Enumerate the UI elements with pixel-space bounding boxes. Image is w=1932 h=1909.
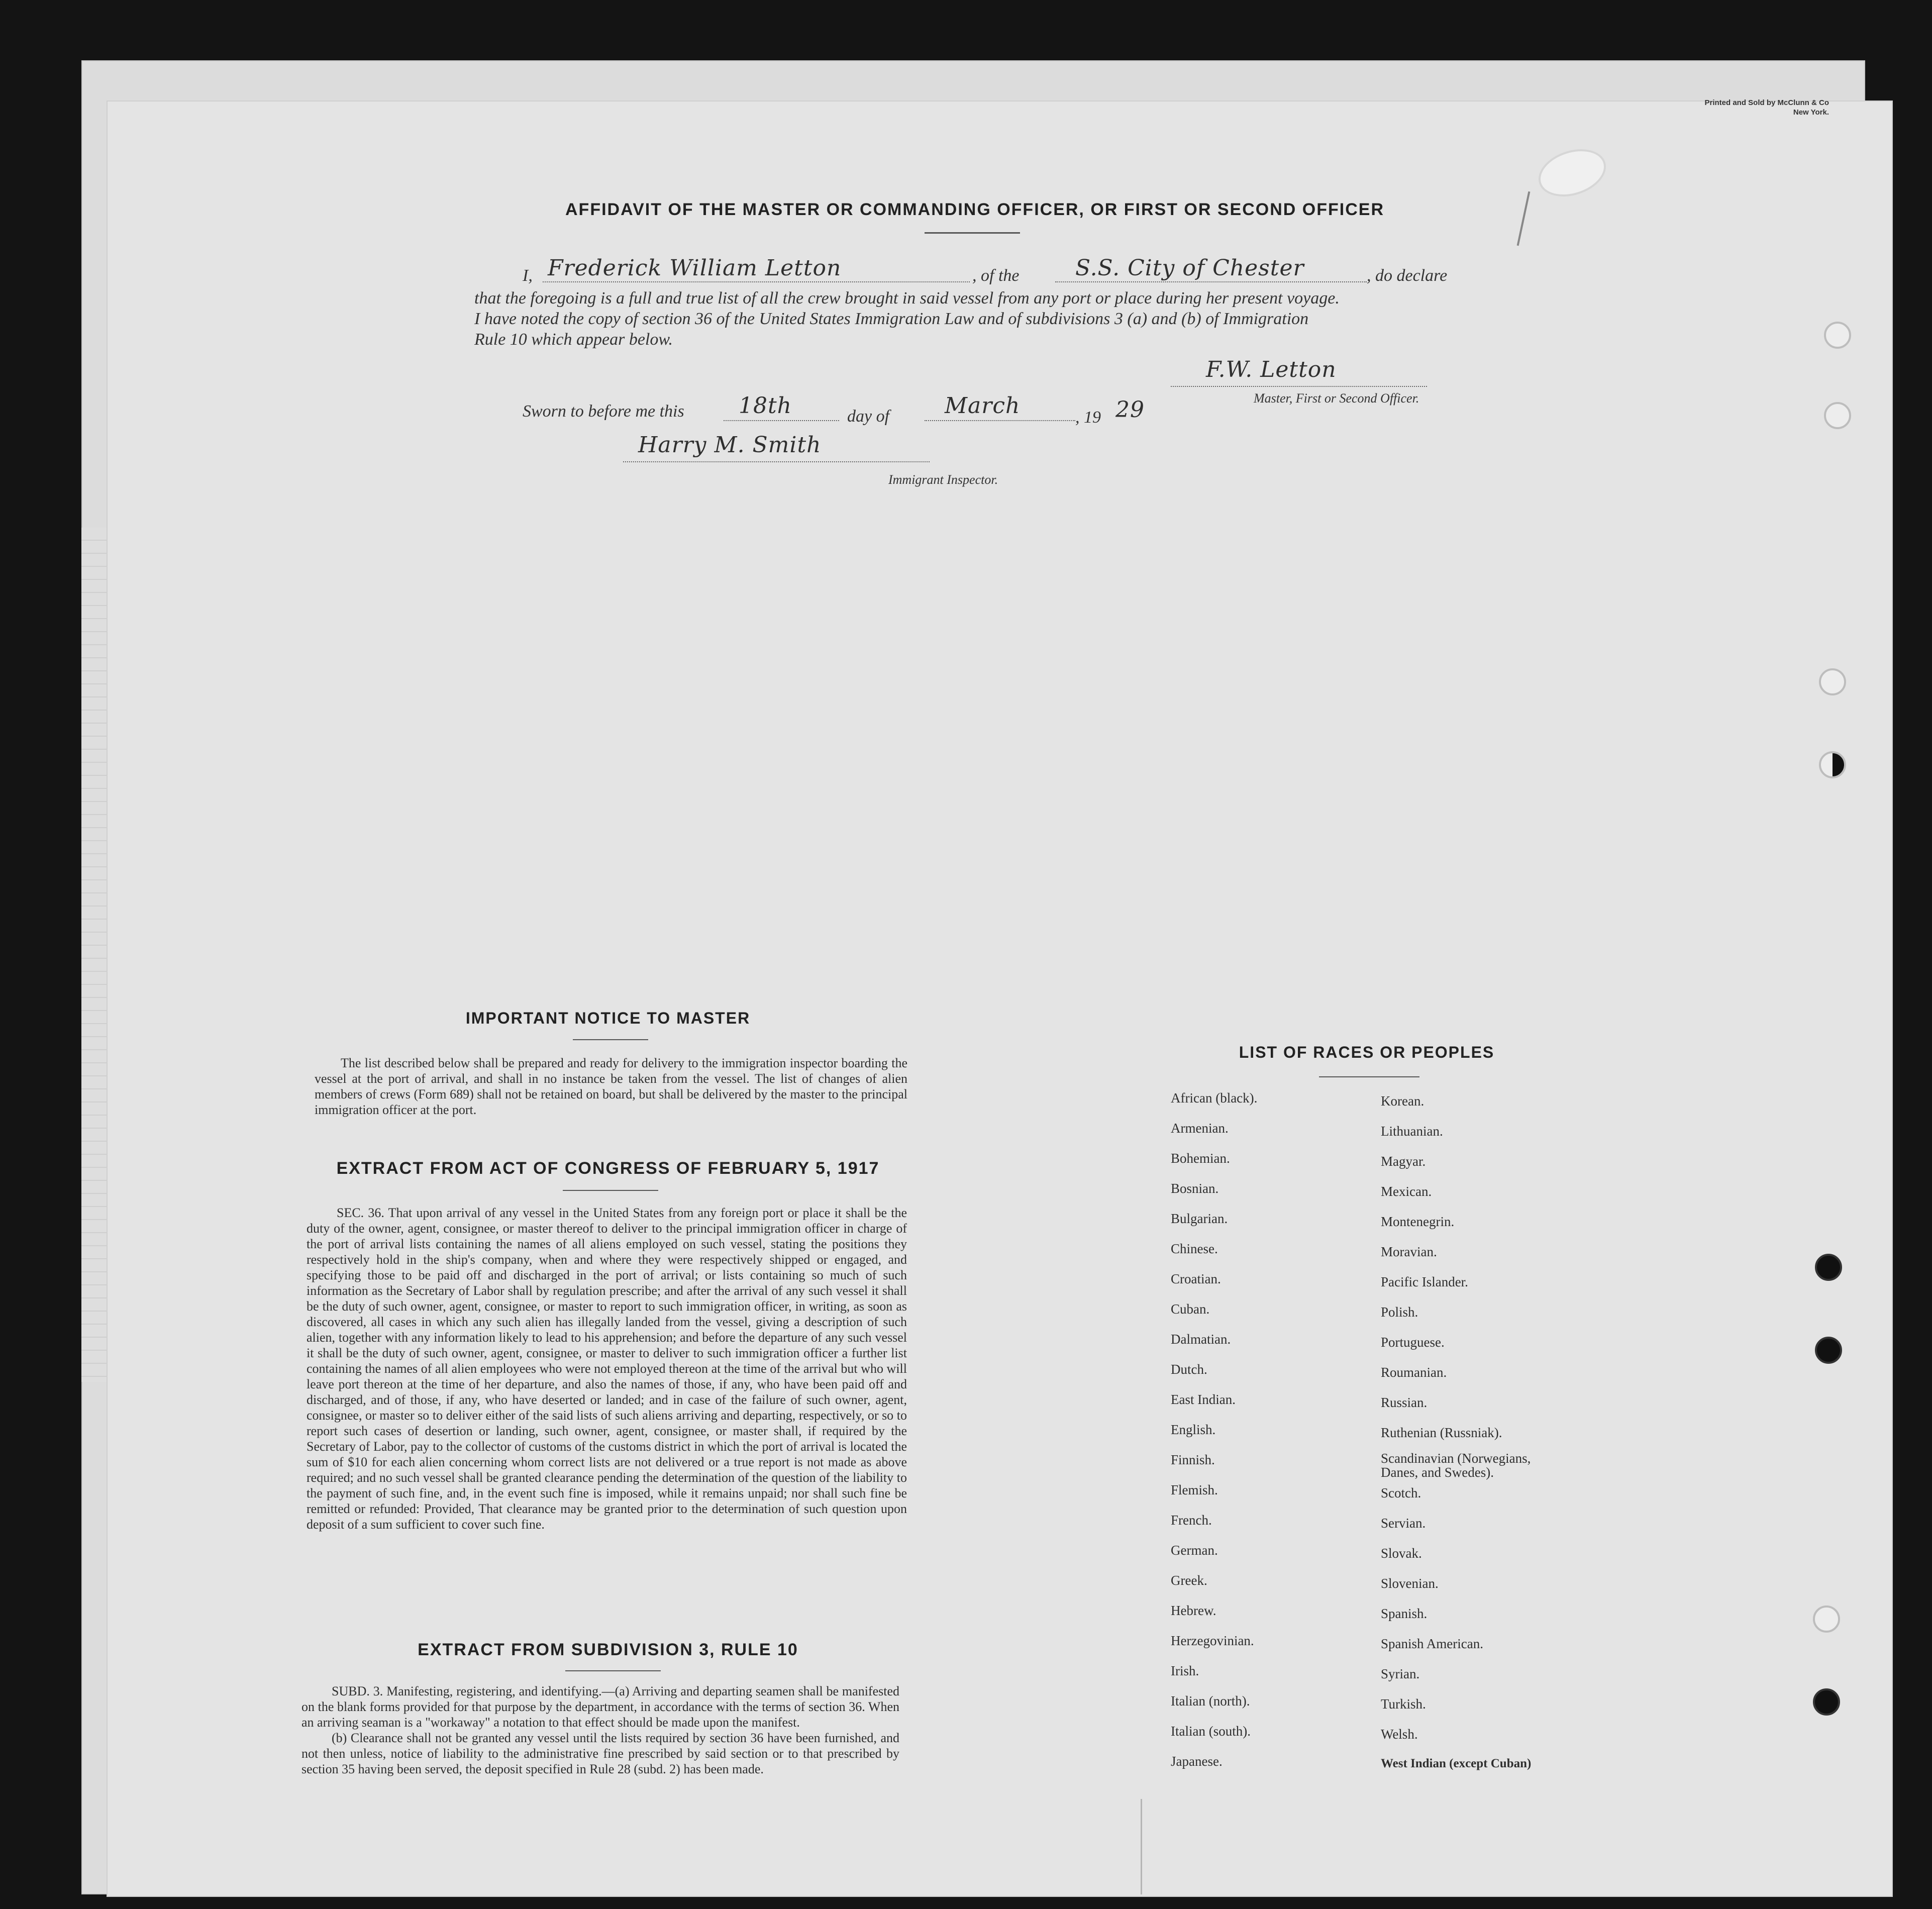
races-title-rule	[1319, 1076, 1419, 1077]
race-item: Polish.	[1381, 1304, 1418, 1320]
race-item: Spanish.	[1381, 1606, 1428, 1621]
binder-hole	[1813, 1688, 1840, 1716]
race-item: Russian.	[1381, 1395, 1428, 1410]
race-item: Greek.	[1171, 1573, 1207, 1588]
race-item: African (black).	[1171, 1090, 1258, 1106]
affidavit-i: I,	[523, 266, 533, 285]
binder-hole	[1813, 1605, 1840, 1633]
race-item: Croatian.	[1171, 1271, 1221, 1286]
rule-extract-para-a: SUBD. 3. Manifesting, registering, and identifying.—(a) Arriving and departing seamen shall be manifested on the blank forms provided for that purpose by the department, in accordance with the terms of section 36. When an arriving seaman is a "workaway" a notation to that effect should be made upon the manifest.	[301, 1684, 899, 1730]
affidavit-line-3: I have noted the copy of section 36 of the United States Immigration Law and of subdivisions 3 (a) and (b) of Immigration	[474, 310, 1309, 328]
race-item: Chinese.	[1171, 1241, 1218, 1256]
race-item: Mexican.	[1381, 1184, 1432, 1199]
master-signature: F.W. Letton	[1206, 357, 1337, 382]
race-item: Dutch.	[1171, 1362, 1207, 1377]
sworn-month-line	[925, 420, 1075, 421]
race-item: Scotch.	[1381, 1485, 1421, 1500]
race-item: Ruthenian (Russniak).	[1381, 1425, 1502, 1440]
race-item: Flemish.	[1171, 1482, 1218, 1497]
signature-line	[1171, 386, 1427, 387]
printer-line-1: Printed and Sold by McClunn & Co	[1704, 98, 1829, 107]
race-item: German.	[1171, 1543, 1218, 1558]
sworn-day-of: day of	[847, 407, 890, 426]
race-item: East Indian.	[1171, 1392, 1236, 1407]
document-page	[107, 101, 1893, 1897]
paper-fold	[1141, 1799, 1142, 1894]
binder-hole	[1824, 322, 1851, 349]
race-item: Italian (north).	[1171, 1693, 1250, 1709]
sworn-text: Sworn to before me this	[523, 402, 684, 421]
binder-hole	[1819, 668, 1846, 695]
inspector-signature: Harry M. Smith	[638, 432, 822, 458]
ruled-sheet-edge	[81, 528, 107, 1382]
race-item: Portuguese.	[1381, 1335, 1445, 1350]
race-item: Lithuanian.	[1381, 1124, 1443, 1139]
race-item: Korean.	[1381, 1093, 1425, 1109]
race-item: Hebrew.	[1171, 1603, 1216, 1618]
affidavit-of-the: , of the	[972, 266, 1020, 285]
race-item: Finnish.	[1171, 1452, 1215, 1467]
sworn-day: 18th	[739, 393, 792, 419]
binder-hole	[1815, 1337, 1842, 1364]
affidavit-line-2: that the foregoing is a full and true list of all the crew brought in said vessel from any port or place during her present voyage.	[474, 289, 1340, 308]
race-item: Armenian.	[1171, 1121, 1229, 1136]
binder-hole	[1824, 402, 1851, 429]
race-item: Slovak.	[1381, 1546, 1422, 1561]
binder-hole	[1815, 1254, 1842, 1281]
race-item: Turkish.	[1381, 1696, 1426, 1712]
race-item: Roumanian.	[1381, 1365, 1447, 1380]
sworn-day-line	[724, 420, 839, 421]
affidavit-title: AFFIDAVIT OF THE MASTER OR COMMANDING OFFICER, OR FIRST OR SECOND OFFICER	[565, 200, 1384, 219]
printer-note	[1628, 98, 1829, 117]
race-item: Dalmatian.	[1171, 1332, 1231, 1347]
act-extract-title: EXTRACT FROM ACT OF CONGRESS OF FEBRUARY 5, 1917	[336, 1159, 880, 1178]
act-extract-text: SEC. 36. That upon arrival of any vessel in the United States from any foreign port or place it shall be the duty of the owner, agent, consignee, or master thereof to deliver to the principal immigration officer in charge of the port of arrival lists containing the names of all aliens employed on such vessel, stating the positions they respectively hold in the ship's company, when and where they were respectively shipped or engaged, and specifying those to be paid off and discharged in the port of arrival; or lists containing so much of such information as the Secretary of Labor shall by regulation prescribe; and after the arrival of any such vessel it shall be the duty of such owner, agent, consignee, or master to report to such immigration officer, in writing, as soon as discovered, all cases in which any such alien has illegally landed from the vessel, giving a description of such alien, together with any information likely to lead to his apprehension; and before the departure of any such vessel it shall be the duty of such owner, agent, consignee, or master to deliver to such immigration officer a further list containing the names of all alien employees who were not employed thereon at the time of the arrival but who will leave port thereon at the time of her departure, and also the names of those, if any, who have been paid off and discharged, and of those, if any, who have deserted or landed; and in case of the failure of such owner, agent, consignee, or master so to deliver either of the said lists of such aliens arriving and departing, respectively, or so to report such cases of desertion or landing, such owner, agent, consignee, or master shall, if required by the Secretary of Labor, pay to the collector of customs of the customs district in which the port of arrival is located the sum of $10 for each alien concerning whom correct lists are not delivered or a true report is not made as above required; and no such vessel shall be granted clearance pending the determination of the question of the liability to the payment of such fine, and, in the event such fine is imposed, while it remains unpaid; nor shall such fine be remitted or refunded: Provided, That clearance may be granted prior to the determination of such question upon deposit of a sum sufficient to cover such fine.	[307, 1205, 907, 1532]
race-item: Slovenian.	[1381, 1576, 1439, 1591]
race-item: Scandinavian (Norwegians, Danes, and Swedes).	[1381, 1451, 1531, 1480]
race-item: Bosnian.	[1171, 1181, 1219, 1196]
rule-extract-para-b: (b) Clearance shall not be granted any vessel until the lists required by section 36 have been furnished, and not then unless, notice of liability to the administrative fine prescribed by said section or to that prescribed by section 35 having been served, the deposit specified in Rule 28 (subd. 2) has been made.	[301, 1731, 899, 1776]
race-item: English.	[1171, 1422, 1216, 1437]
race-item: Italian (south).	[1171, 1724, 1251, 1739]
vessel-name: S.S. City of Chester	[1075, 255, 1304, 281]
races-left-column	[1171, 1090, 1372, 1784]
binder-hole	[1819, 751, 1846, 778]
act-extract-title-rule	[563, 1190, 658, 1191]
race-item: Irish.	[1171, 1663, 1199, 1678]
race-item: Spanish American.	[1381, 1636, 1483, 1651]
master-name: Frederick William Letton	[548, 255, 842, 281]
sworn-month: March	[945, 393, 1021, 419]
races-title: LIST OF RACES OR PEOPLES	[1239, 1043, 1495, 1061]
notice-title-rule	[573, 1039, 648, 1040]
race-item: Japanese.	[1171, 1754, 1223, 1769]
master-name-line	[543, 281, 970, 282]
rule-extract-title-rule	[565, 1670, 661, 1671]
rule-extract-title: EXTRACT FROM SUBDIVISION 3, RULE 10	[418, 1640, 798, 1659]
vessel-name-line	[1055, 281, 1367, 282]
notice-title: IMPORTANT NOTICE TO MASTER	[465, 1009, 751, 1027]
race-item: Servian.	[1381, 1516, 1426, 1531]
race-item: Magyar.	[1381, 1154, 1426, 1169]
races-right-column	[1381, 1093, 1592, 1787]
printer-line-2: New York.	[1793, 108, 1829, 117]
sworn-year: 29	[1115, 397, 1145, 423]
signature-caption: Master, First or Second Officer.	[1254, 391, 1419, 406]
race-item: Bulgarian.	[1171, 1211, 1228, 1226]
race-item: French.	[1171, 1513, 1212, 1528]
race-item: Herzegovinian.	[1171, 1633, 1254, 1648]
race-item: Moravian.	[1381, 1244, 1437, 1259]
inspector-line	[623, 461, 930, 462]
race-item: Pacific Islander.	[1381, 1274, 1468, 1289]
race-item: Bohemian.	[1171, 1151, 1230, 1166]
affidavit-line-4: Rule 10 which appear below.	[474, 330, 673, 349]
inspector-caption: Immigrant Inspector.	[888, 472, 998, 487]
race-item: Syrian.	[1381, 1666, 1420, 1681]
race-item: Welsh.	[1381, 1727, 1418, 1742]
affidavit-title-rule	[925, 232, 1020, 234]
race-item: West Indian (except Cuban)	[1381, 1757, 1532, 1770]
race-item: Cuban.	[1171, 1301, 1210, 1317]
rule-extract-text	[301, 1683, 899, 1777]
affidavit-do-declare: , do declare	[1367, 266, 1448, 285]
notice-text: The list described below shall be prepared and ready for delivery to the immigration inspector boarding the vessel at the port of arrival, and shall in no instance be taken from the vessel. The list of changes of alien members of crews (Form 689) shall not be retained on board, but shall be delivered by the master to the principal immigration officer at the port.	[315, 1056, 907, 1117]
sworn-year-prefix: , 19	[1075, 408, 1101, 427]
race-item: Montenegrin.	[1381, 1214, 1455, 1229]
